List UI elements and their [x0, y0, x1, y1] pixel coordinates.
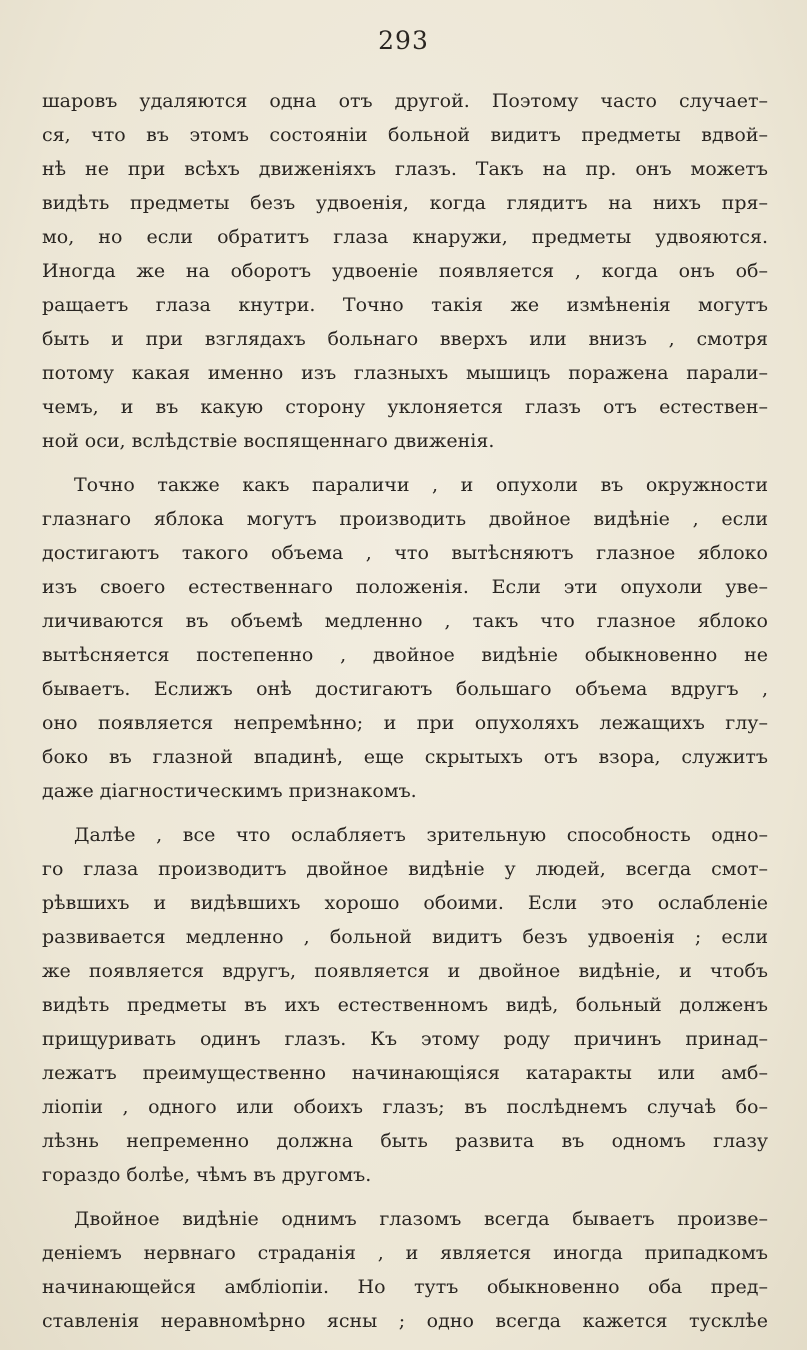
- text-line: боко въ глазной впадинѣ, еще скрытыхъ отъ взора, служитъ: [42, 746, 768, 768]
- text-line: даже дiагностическимъ признакомъ.: [42, 780, 417, 802]
- text-line: быть и при взглядахъ больнаго вверхъ или внизъ , смотря: [42, 328, 768, 350]
- text-line: бываетъ. Еслижъ онѣ достигаютъ большаго объема вдругъ ,: [42, 678, 768, 700]
- text-line: вытѣсняется постепенно , двойное видѣнiе обыкновенно не: [42, 644, 768, 666]
- text-line: изъ своего естественнаго положенiя. Если эти опухоли уве–: [42, 576, 768, 598]
- text-line: видѣть предметы въ ихъ естественномъ видѣ, больный долженъ: [42, 994, 768, 1016]
- text-line: начинающейся амблiопiи. Но тутъ обыкновенно оба пред–: [42, 1276, 768, 1298]
- text-line: ной оси, вслѣдствiе воспященнаго движенiя.: [42, 430, 495, 452]
- text-line: Двойное видѣнiе однимъ глазомъ всегда бываетъ произве–: [74, 1208, 768, 1230]
- text-line: лiопiи , одного или обоихъ глазъ; въ послѣднемъ случаѣ бо–: [42, 1096, 768, 1118]
- text-line: гораздо болѣе, чѣмъ въ другомъ.: [42, 1164, 372, 1186]
- body-text: [42, 84, 768, 1338]
- text-line: личиваются въ объемѣ медленно , такъ что глазное яблоко: [42, 610, 768, 632]
- text-line: шаровъ удаляются одна отъ другой. Поэтому часто случает–: [42, 90, 768, 112]
- text-line: достигаютъ такого объема , что вытѣсняютъ глазное яблоко: [42, 542, 768, 564]
- text-line: ся, что въ этомъ состоянiи больной видитъ предметы вдвой–: [42, 124, 768, 146]
- paragraph: [42, 84, 768, 458]
- text-line: нѣ не при всѣхъ движенiяхъ глазъ. Такъ на пр. онъ можетъ: [42, 158, 768, 180]
- text-line: чемъ, и въ какую сторону уклоняется глазъ отъ естествен–: [42, 396, 768, 418]
- text-line: Точно также какъ параличи , и опухоли въ окружности: [74, 474, 768, 496]
- text-line: мо, но если обратитъ глаза кнаружи, предметы удвояются.: [42, 226, 768, 248]
- paragraph: [42, 468, 768, 808]
- paragraph: [42, 1202, 768, 1338]
- page-number: 293: [378, 26, 429, 55]
- text-line: видѣть предметы безъ удвоенiя, когда глядитъ на нихъ пря–: [42, 192, 768, 214]
- text-line: Иногда же на оборотъ удвоенiе появляется , когда онъ об–: [42, 260, 768, 282]
- text-line: ставленiя неравномѣрно ясны ; одно всегда кажется тусклѣе: [42, 1310, 768, 1332]
- text-line: глазнаго яблока могутъ производить двойное видѣнiе , если: [42, 508, 768, 530]
- text-line: развивается медленно , больной видитъ безъ удвоенiя ; если: [42, 926, 768, 948]
- text-line: денiемъ нервнаго страданiя , и является иногда припадкомъ: [42, 1242, 768, 1264]
- text-line: оно появляется непремѣнно; и при опухоляхъ лежащихъ глу–: [42, 712, 768, 734]
- paragraph: [42, 818, 768, 1192]
- text-line: потому какая именно изъ глазныхъ мышицъ поражена парали–: [42, 362, 768, 384]
- text-line: лѣзнь непременно должна быть развита въ одномъ глазу: [42, 1130, 768, 1152]
- text-line: же появляется вдругъ, появляется и двойное видѣнiе, и чтобъ: [42, 960, 768, 982]
- text-line: лежатъ преимущественно начинающiяся катаракты или амб–: [42, 1062, 768, 1084]
- text-line: го глаза производитъ двойное видѣнiе у людей, всегда смот–: [42, 858, 768, 880]
- text-line: рѣвшихъ и видѣвшихъ хорошо обоими. Если это ослабленiе: [42, 892, 768, 914]
- text-line: ращаетъ глаза кнутри. Точно такiя же измѣненiя могутъ: [42, 294, 768, 316]
- text-line: прищуривать одинъ глазъ. Къ этому роду причинъ принад–: [42, 1028, 768, 1050]
- text-line: Далѣе , все что ослабляетъ зрительную способность одно–: [74, 824, 768, 846]
